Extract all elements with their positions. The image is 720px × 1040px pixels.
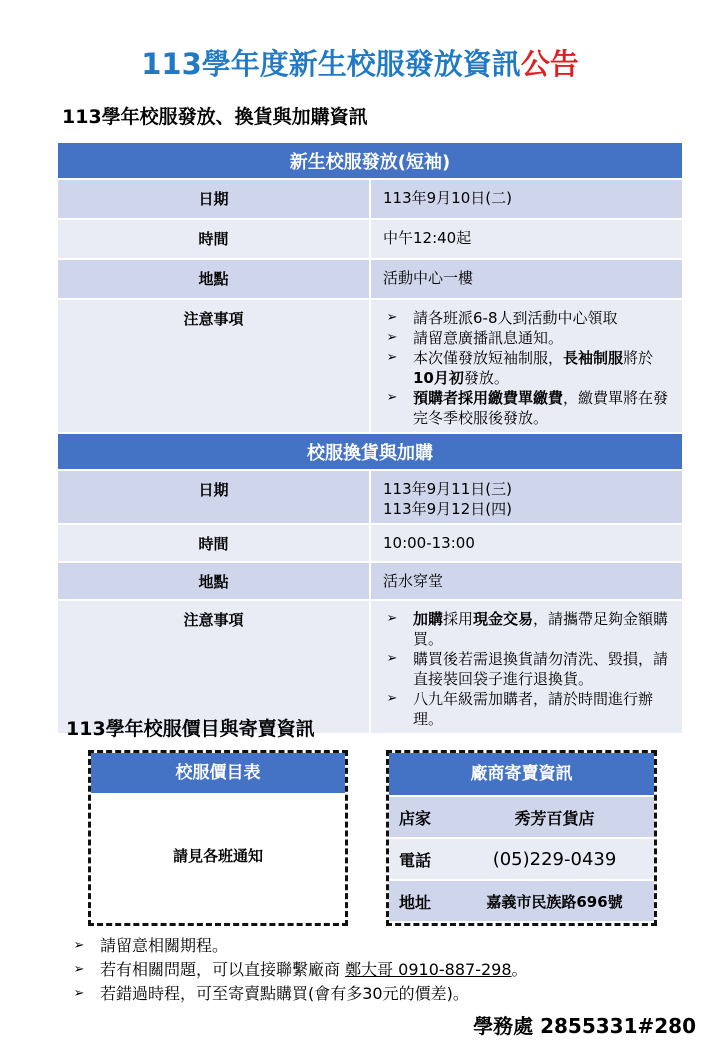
row-label: 注意事項	[58, 600, 370, 733]
section-heading-distribution: 113學年校服發放、換貨與加購資訊	[62, 106, 368, 128]
row-label: 注意事項	[58, 299, 370, 432]
arrow-bullet-icon: ➢	[73, 986, 85, 1001]
list-item	[383, 388, 670, 428]
footer-note-text: 請留意相關期程。	[100, 936, 229, 955]
date-line: 113年9月11日(三)	[383, 480, 512, 498]
note-text: 本次僅發放短袖制服，	[413, 349, 564, 367]
notes-cell	[370, 600, 682, 733]
table-row	[58, 259, 682, 299]
arrow-bullet-icon: ➢	[386, 611, 398, 626]
list-item	[383, 348, 670, 388]
row-label: 日期	[58, 179, 370, 219]
row-label: 地點	[58, 259, 370, 299]
arrow-bullet-icon: ➢	[73, 962, 85, 977]
phone-value: (05)229-0439	[492, 848, 617, 870]
note-bold: 現金交易	[473, 610, 534, 628]
vendor-row-address	[389, 879, 654, 921]
address-value: 嘉義市民族路696號	[486, 892, 623, 911]
row-label: 時間	[58, 524, 370, 562]
list-item	[383, 328, 670, 348]
vendor-row-store	[389, 795, 654, 837]
address-label: 地址	[399, 892, 432, 912]
table-row	[58, 299, 682, 432]
distribution-table	[58, 143, 682, 432]
date-line: 113年9月12日(四)	[383, 500, 512, 518]
note-bold: 加購	[413, 610, 444, 628]
row-label: 日期	[58, 470, 370, 524]
store-value: 秀芳百貨店	[514, 808, 595, 828]
note-text: 將於	[623, 349, 654, 367]
exchange-table-header: 校服換貨與加購	[58, 434, 682, 470]
list-item	[383, 689, 670, 729]
price-list-box	[88, 750, 348, 926]
notes-cell	[370, 299, 682, 432]
list-item	[383, 609, 670, 649]
arrow-bullet-icon: ➢	[386, 651, 398, 666]
arrow-bullet-icon: ➢	[386, 390, 398, 405]
vendor-contact: 鄭大哥 0910-887-298	[345, 960, 512, 979]
note-text: 發放。	[463, 369, 509, 387]
vendor-header: 廠商寄賣資訊	[389, 753, 654, 795]
vendor-row-phone	[389, 837, 654, 879]
note-text: 購買後若需退換貨請勿清洗、毀損，請直接裝回袋子進行退換貨。	[413, 650, 669, 688]
note-bold: 預購者採用繳費單繳費	[413, 389, 564, 407]
title-main: 113學年度新生校服發放資訊	[141, 47, 521, 81]
row-label: 時間	[58, 219, 370, 259]
footer-note-text: 若錯過時程，可至寄賣點購買(會有多30元的價差)。	[100, 984, 469, 1003]
list-item	[70, 958, 528, 982]
vendor-box	[386, 750, 657, 926]
note-text: ，請攜帶足夠金額購買。	[413, 610, 669, 648]
row-value: 中午12:40起	[370, 219, 682, 259]
list-item	[70, 934, 528, 958]
table-row	[58, 179, 682, 219]
note-text: ，繳費單將在發完冬季校服後發放。	[413, 389, 669, 427]
note-text: 請留意廣播訊息通知。	[413, 329, 564, 347]
row-value: 活動中心一樓	[370, 259, 682, 299]
notes-list	[383, 308, 670, 428]
footer-notes	[70, 934, 528, 1006]
row-value: 113年9月10日(二)	[370, 179, 682, 219]
page-title	[0, 44, 720, 84]
footer-note-text: 。	[511, 960, 528, 979]
list-item	[70, 982, 528, 1006]
arrow-bullet-icon: ➢	[386, 330, 398, 345]
table-row	[58, 470, 682, 524]
note-text: 請各班派6-8人到活動中心領取	[413, 309, 618, 327]
footer-note-text: 若有相關問題，可以直接聯繫廠商	[100, 960, 346, 979]
price-list-header: 校服價目表	[91, 753, 345, 793]
row-label: 地點	[58, 562, 370, 600]
table-row	[58, 600, 682, 733]
store-label: 店家	[399, 808, 432, 828]
arrow-bullet-icon: ➢	[386, 691, 398, 706]
row-value: 10:00-13:00	[370, 524, 682, 562]
note-bold: 長袖制服	[563, 349, 624, 367]
phone-label: 電話	[399, 850, 432, 870]
office-contact: 學務處 2855331#280	[473, 1014, 696, 1038]
row-value	[370, 470, 682, 524]
notes-list	[383, 609, 670, 729]
table-row	[58, 562, 682, 600]
section-heading-price: 113學年校服價目與寄賣資訊	[66, 718, 315, 740]
note-text: 採用	[443, 610, 474, 628]
arrow-bullet-icon: ➢	[386, 310, 398, 325]
title-highlight: 公告	[520, 47, 579, 81]
note-bold: 10月初	[413, 369, 464, 387]
list-item	[383, 649, 670, 689]
arrow-bullet-icon: ➢	[386, 350, 398, 365]
table-row	[58, 524, 682, 562]
list-item	[383, 308, 670, 328]
exchange-table	[58, 434, 682, 733]
price-list-text: 請見各班通知	[172, 847, 263, 865]
note-text: 八九年級需加購者，請於時間進行辦理。	[413, 690, 654, 728]
distribution-table-header: 新生校服發放(短袖)	[58, 143, 682, 179]
table-row	[58, 219, 682, 259]
row-value: 活水穿堂	[370, 562, 682, 600]
arrow-bullet-icon: ➢	[73, 938, 85, 953]
